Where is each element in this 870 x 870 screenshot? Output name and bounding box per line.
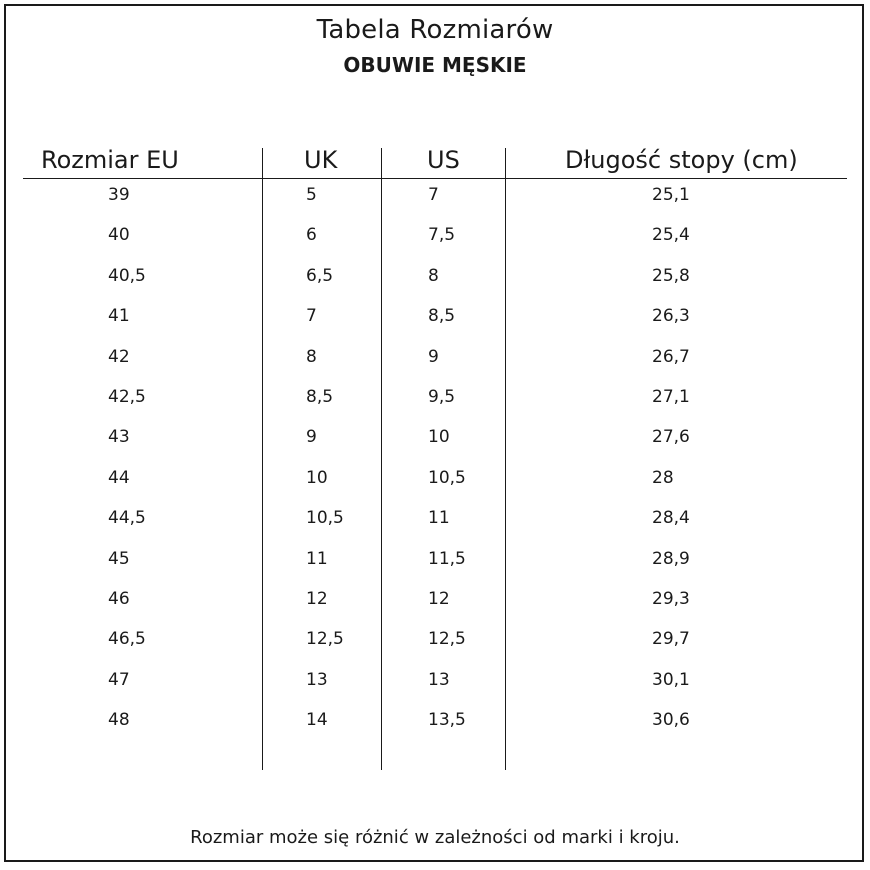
- cell-uk: 14: [306, 710, 328, 731]
- header-uk: UK: [304, 146, 338, 174]
- cell-eu: 40,5: [108, 265, 146, 286]
- cell-eu: 45: [108, 548, 130, 569]
- table-row: [0, 185, 870, 225]
- cell-foot-length: 27,6: [652, 427, 690, 448]
- cell-eu: 46,5: [108, 629, 146, 650]
- cell-foot-length: 25,1: [652, 185, 690, 205]
- cell-uk: 12,5: [306, 629, 344, 650]
- cell-us: 11: [428, 508, 450, 529]
- header-eu: Rozmiar EU: [41, 146, 179, 174]
- cell-eu: 39: [108, 185, 130, 205]
- cell-uk: 7: [306, 306, 317, 327]
- cell-foot-length: 26,3: [652, 306, 690, 327]
- cell-eu: 44,5: [108, 508, 146, 529]
- page-title: Tabela Rozmiarów: [316, 15, 554, 45]
- cell-us: 9,5: [428, 386, 456, 407]
- cell-eu: 43: [108, 427, 130, 448]
- cell-eu: 42,5: [108, 386, 146, 407]
- table-row: [0, 306, 870, 346]
- cell-us: 10,5: [428, 467, 466, 488]
- cell-us: 10: [428, 427, 450, 448]
- table-row: [0, 427, 870, 467]
- header-divider: [23, 178, 847, 179]
- cell-uk: 13: [306, 669, 328, 690]
- cell-us: 13,5: [428, 710, 466, 731]
- cell-uk: 8: [306, 346, 317, 367]
- cell-foot-length: 27,1: [652, 386, 690, 407]
- cell-us: 12: [428, 588, 450, 609]
- cell-uk: 10,5: [306, 508, 344, 529]
- cell-foot-length: 28,9: [652, 548, 690, 569]
- cell-us: 7,5: [428, 225, 456, 246]
- table-row: [0, 710, 870, 750]
- cell-foot-length: 28: [652, 467, 674, 488]
- cell-us: 7: [428, 185, 439, 205]
- cell-eu: 41: [108, 306, 130, 327]
- header-foot-length: Długość stopy (cm): [565, 146, 798, 174]
- cell-foot-length: 28,4: [652, 508, 690, 529]
- cell-eu: 42: [108, 346, 130, 367]
- cell-us: 8: [428, 265, 439, 286]
- cell-foot-length: 25,4: [652, 225, 690, 246]
- cell-uk: 5: [306, 185, 317, 205]
- cell-us: 12,5: [428, 629, 466, 650]
- table-row: [0, 347, 870, 387]
- header-us: US: [427, 146, 460, 174]
- table-row: [0, 468, 870, 508]
- cell-foot-length: 29,7: [652, 629, 690, 650]
- cell-uk: 12: [306, 588, 328, 609]
- table-row: [0, 225, 870, 265]
- cell-foot-length: 30,1: [652, 669, 690, 690]
- cell-us: 9: [428, 346, 439, 367]
- page-subtitle: OBUWIE MĘSKIE: [343, 53, 527, 77]
- cell-uk: 9: [306, 427, 317, 448]
- table-row: [0, 589, 870, 629]
- cell-uk: 8,5: [306, 386, 334, 407]
- cell-uk: 11: [306, 548, 328, 569]
- cell-eu: 44: [108, 467, 130, 488]
- cell-foot-length: 29,3: [652, 588, 690, 609]
- cell-eu: 47: [108, 669, 130, 690]
- cell-uk: 6,5: [306, 265, 334, 286]
- footer-note: Rozmiar może się różnić w zależności od marki i kroju.: [190, 827, 680, 848]
- table-row: [0, 266, 870, 306]
- table-row: [0, 508, 870, 548]
- cell-eu: 48: [108, 710, 130, 731]
- table-row: [0, 670, 870, 710]
- size-table-body: [0, 185, 870, 750]
- cell-foot-length: 26,7: [652, 346, 690, 367]
- table-row: [0, 629, 870, 669]
- table-row: [0, 387, 870, 427]
- cell-us: 11,5: [428, 548, 466, 569]
- cell-us: 13: [428, 669, 450, 690]
- cell-foot-length: 30,6: [652, 710, 690, 731]
- cell-uk: 10: [306, 467, 328, 488]
- table-row: [0, 549, 870, 589]
- cell-eu: 46: [108, 588, 130, 609]
- cell-uk: 6: [306, 225, 317, 246]
- cell-us: 8,5: [428, 306, 456, 327]
- cell-foot-length: 25,8: [652, 265, 690, 286]
- cell-eu: 40: [108, 225, 130, 246]
